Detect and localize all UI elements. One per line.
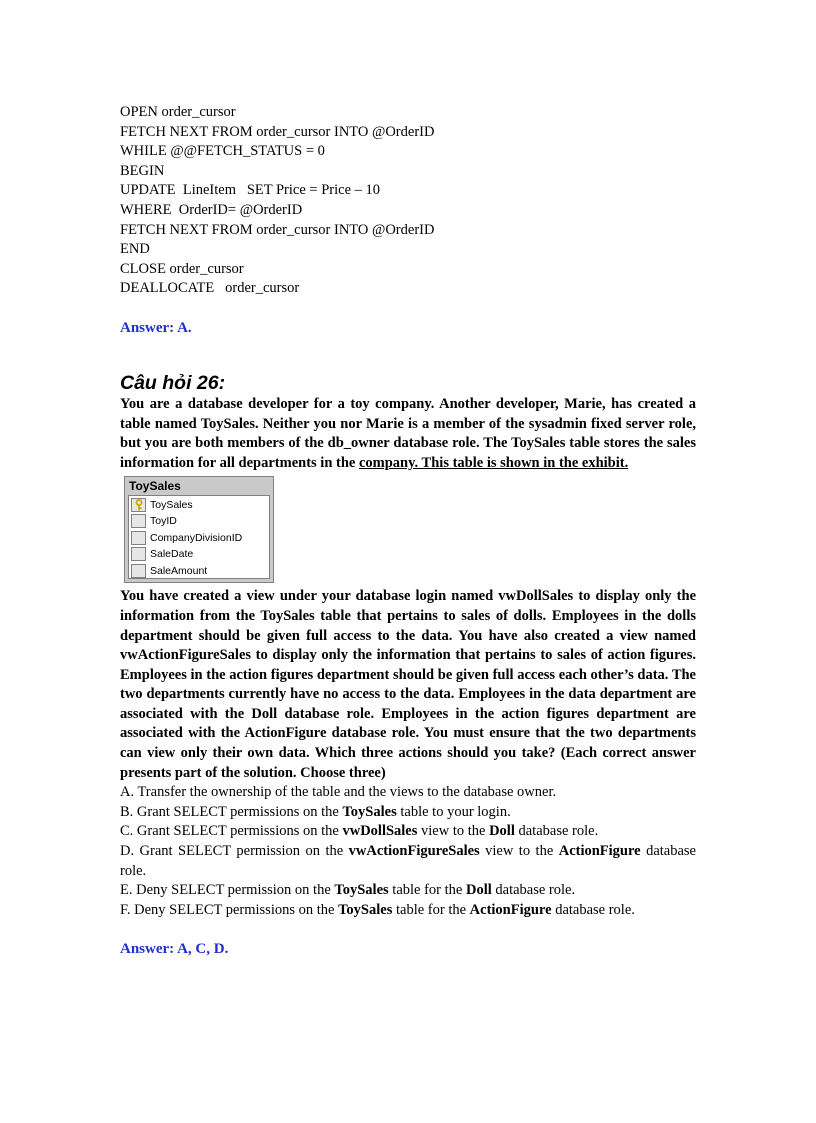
- option-bold: ToySales: [342, 803, 397, 820]
- option-bold: ToySales: [334, 882, 389, 899]
- code-line: UPDATE LineItem SET Price = Price – 10: [120, 182, 381, 199]
- code-block: [120, 103, 696, 299]
- option-text: table for the: [388, 882, 466, 899]
- exhibit-field-name: CompanyDivisionID: [150, 531, 243, 544]
- option-text: database role.: [551, 901, 635, 918]
- question-intro-text: You are a database developer for a toy company. Another developer, Marie, has created a table named ToySales. Neither you nor Marie is a member of the sysadmin fixed server role, but you are both members of the db_owner database role. The ToySales table stores the sales information for all departments in the: [120, 395, 696, 471]
- exhibit-field-list: [128, 495, 270, 579]
- option-text: B. Grant SELECT permissions on the: [120, 803, 343, 820]
- exhibit-field-row: [129, 529, 269, 546]
- exhibit-field-name: ToySales: [150, 498, 193, 511]
- option-text: view to the: [417, 823, 490, 840]
- option-text: table for the: [392, 901, 470, 918]
- option-bold: ActionFigure: [558, 843, 641, 860]
- option-f: [120, 901, 696, 921]
- option-text: C. Grant SELECT permissions on the: [120, 823, 343, 840]
- field-selector-box: [131, 564, 146, 578]
- option-text: A. Transfer the ownership of the table and the views to the database owner.: [120, 784, 557, 801]
- code-line: OPEN order_cursor: [120, 104, 236, 120]
- code-line: DEALLOCATE order_cursor: [120, 280, 300, 297]
- exhibit-title: ToySales: [129, 479, 181, 494]
- option-text: database role.: [491, 882, 576, 899]
- option-bold: ToySales: [338, 901, 393, 918]
- code-line: FETCH NEXT FROM order_cursor INTO @OrderID: [120, 123, 435, 140]
- option-text: F. Deny SELECT permissions on the: [120, 901, 339, 918]
- option-c: [120, 822, 696, 842]
- option-text: database role.: [120, 843, 696, 879]
- exhibit-field-row: [129, 496, 269, 513]
- option-d: [120, 842, 696, 881]
- option-b: [120, 803, 696, 823]
- code-line: FETCH NEXT FROM order_cursor INTO @OrderID: [120, 221, 435, 238]
- question-body: You have created a view under your database login named vwDollSales to display only the information from the ToySales table that pertains to sales of dolls. Employees in the dolls department should be given full access to the data. You have also created a view named vwActionFigureSales to display only the information that pertains to sales of action figures. Employees in the action figures department should be given full access each other’s data. The two departments currently have no access to the data. Employees in the data department are associated with the Doll database role. Employees in the action figures department are associated with the ActionFigure database role. You must ensure that the two departments can view only their own data. Which three actions should you take? (Each correct answer presents part of the solution. Choose three): [120, 588, 696, 781]
- code-line: WHILE @@FETCH_STATUS = 0: [120, 143, 325, 160]
- question-intro-underlined: company. This table is shown in the exhibit.: [358, 454, 629, 471]
- option-a: [120, 783, 696, 803]
- document-page: [120, 103, 696, 959]
- field-selector-box: [131, 531, 146, 545]
- code-line: CLOSE order_cursor: [120, 260, 244, 277]
- question-heading: Câu hỏi 26:: [120, 371, 226, 394]
- field-selector-box: [131, 514, 146, 528]
- field-selector-box: [131, 547, 146, 561]
- exhibit-field-name: SaleAmount: [150, 564, 208, 577]
- option-text: table to your login.: [396, 803, 511, 820]
- options-list: [120, 783, 696, 920]
- question-intro: [120, 395, 696, 473]
- exhibit-field-row: [129, 546, 269, 563]
- option-bold: Doll: [465, 882, 492, 899]
- exhibit-field-name: SaleDate: [150, 548, 194, 561]
- option-text: D. Grant SELECT permission on the: [120, 843, 349, 860]
- answer-current: Answer: A, C, D.: [120, 941, 229, 958]
- option-bold: vwDollSales: [342, 823, 418, 840]
- option-text: database role.: [514, 823, 599, 840]
- exhibit-field-row: [129, 562, 269, 579]
- code-line: WHERE OrderID= @OrderID: [120, 201, 303, 218]
- option-bold: Doll: [489, 823, 515, 840]
- answer-previous: Answer: A.: [120, 319, 192, 336]
- code-line: BEGIN: [120, 162, 165, 179]
- option-text: view to the: [479, 843, 559, 860]
- exhibit-field-name: ToyID: [150, 515, 177, 528]
- option-bold: vwActionFigureSales: [348, 843, 480, 860]
- code-line: END: [120, 241, 150, 258]
- primary-key-icon: [131, 498, 146, 512]
- option-bold: ActionFigure: [469, 901, 552, 918]
- table-exhibit: [124, 476, 274, 583]
- option-e: [120, 881, 696, 901]
- exhibit-field-row: [129, 513, 269, 530]
- option-text: E. Deny SELECT permission on the: [120, 882, 335, 899]
